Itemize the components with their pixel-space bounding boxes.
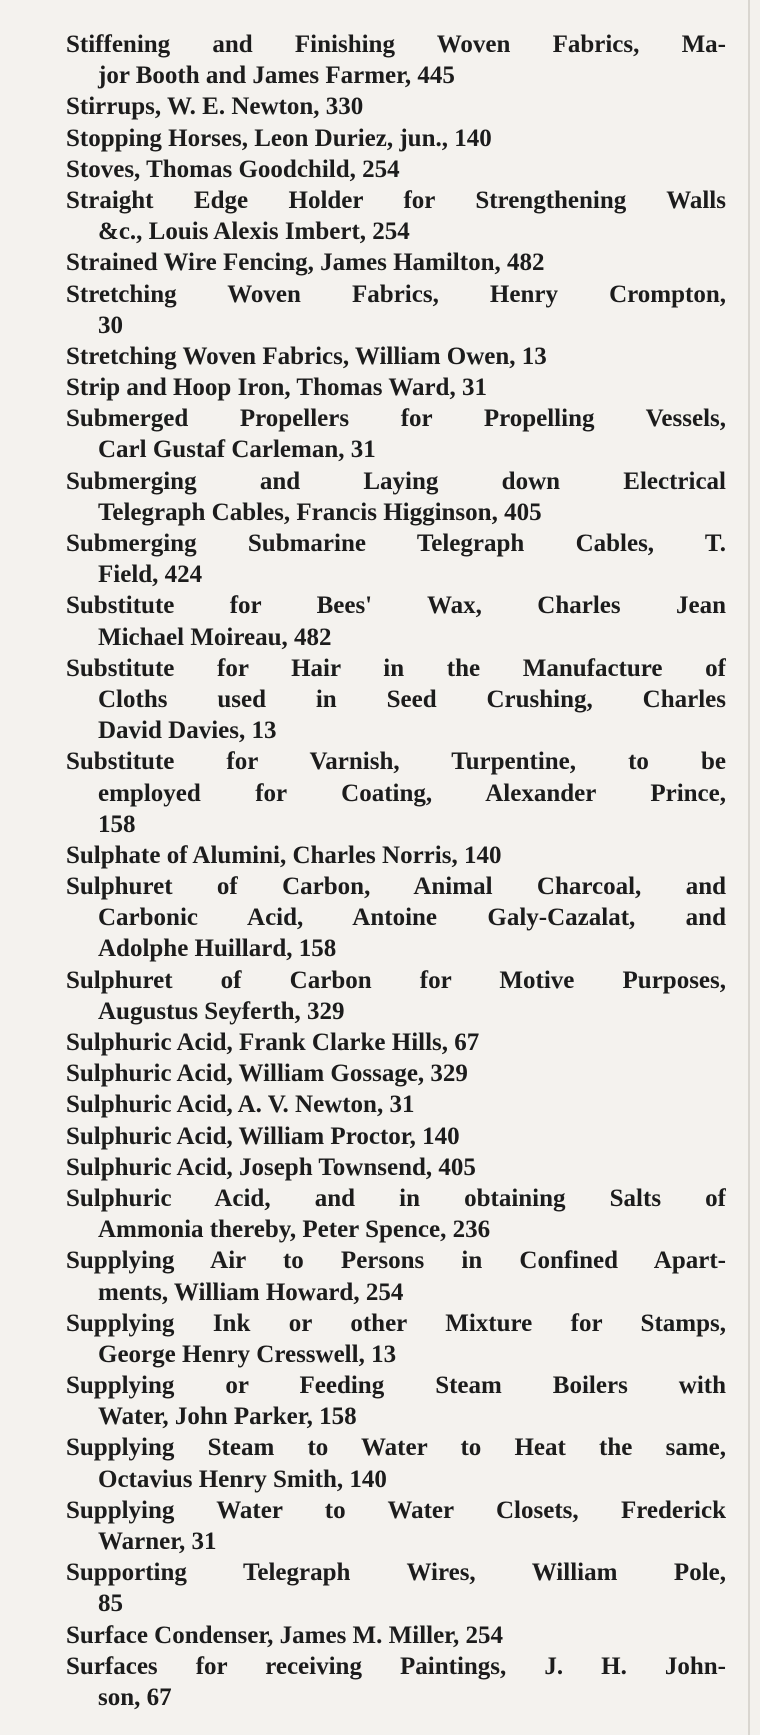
index-column bbox=[66, 29, 726, 1713]
index-entry bbox=[66, 1027, 726, 1058]
entry-first-line: Supplying or Feeding Steam Boilers with bbox=[66, 1372, 726, 1400]
index-entry bbox=[66, 1245, 726, 1307]
index-entry bbox=[66, 590, 726, 652]
entry-first-line: Supplying Ink or other Mixture for Stamps, bbox=[66, 1309, 726, 1337]
index-entry bbox=[66, 1058, 726, 1089]
index-entry bbox=[66, 91, 726, 122]
entry-first-line: Straight Edge Holder for Strengthening Walls bbox=[66, 186, 726, 214]
index-entry bbox=[66, 29, 726, 91]
entry-continuation-line: ments, William Howard, 254 bbox=[98, 1278, 404, 1306]
entry-first-line: Supporting Telegraph Wires, William Pole, bbox=[66, 1559, 726, 1587]
entry-first-line: Strip and Hoop Iron, Thomas Ward, 31 bbox=[66, 374, 487, 402]
index-entry bbox=[66, 1620, 726, 1651]
index-entry bbox=[66, 1432, 726, 1494]
index-entry bbox=[66, 1495, 726, 1557]
entry-first-line: Supplying Air to Persons in Confined Apart- bbox=[66, 1247, 726, 1275]
entry-first-line: Sulphuric Acid, William Proctor, 140 bbox=[66, 1122, 460, 1150]
entry-continuation-line: Field, 424 bbox=[98, 561, 203, 589]
index-entry bbox=[66, 965, 726, 1027]
entry-continuation-line: 30 bbox=[98, 311, 123, 339]
index-entry bbox=[66, 1308, 726, 1370]
entry-continuation-line: Ammonia thereby, Peter Spence, 236 bbox=[98, 1216, 491, 1244]
entry-first-line: Submerged Propellers for Propelling Vessels, bbox=[66, 405, 726, 433]
index-entry bbox=[66, 466, 726, 528]
index-entry bbox=[66, 1370, 726, 1432]
entry-first-line: Sulphuric Acid, Joseph Townsend, 405 bbox=[66, 1153, 476, 1181]
index-entry bbox=[66, 185, 726, 247]
entry-continuation-line: Telegraph Cables, Francis Higginson, 405 bbox=[98, 498, 542, 526]
entry-continuation-line: Carl Gustaf Carleman, 31 bbox=[98, 436, 376, 464]
entry-continuation-line: George Henry Cresswell, 13 bbox=[98, 1340, 397, 1368]
entry-continuation-line: Water, John Parker, 158 bbox=[98, 1403, 357, 1431]
index-entry bbox=[66, 403, 726, 465]
entry-first-line: Supplying Water to Water Closets, Frederick bbox=[66, 1496, 726, 1524]
index-entry bbox=[66, 247, 726, 278]
entry-first-line: Substitute for Hair in the Manufacture of bbox=[66, 654, 726, 682]
entry-continuation-line: Cloths used in Seed Crushing, Charles bbox=[98, 685, 726, 713]
entry-first-line: Submerging and Laying down Electrical bbox=[66, 467, 726, 495]
index-entry bbox=[66, 123, 726, 154]
index-entry bbox=[66, 653, 726, 747]
entry-continuation-line: &c., Louis Alexis Imbert, 254 bbox=[98, 218, 410, 246]
entry-first-line: Surface Condenser, James M. Miller, 254 bbox=[66, 1621, 503, 1649]
entry-continuation-line: Carbonic Acid, Antoine Galy-Cazalat, and bbox=[98, 904, 726, 932]
entry-first-line: Sulphuric Acid, and in obtaining Salts of bbox=[66, 1184, 726, 1212]
index-entry bbox=[66, 154, 726, 185]
entry-continuation-line: employed for Coating, Alexander Prince, bbox=[98, 779, 726, 807]
entry-first-line: Stoves, Thomas Goodchild, 254 bbox=[66, 155, 400, 183]
index-entry bbox=[66, 840, 726, 871]
index-entry bbox=[66, 871, 726, 965]
entry-first-line: Sulphuric Acid, A. V. Newton, 31 bbox=[66, 1091, 415, 1119]
index-entry bbox=[66, 1121, 726, 1152]
entry-continuation-line: Michael Moireau, 482 bbox=[98, 623, 332, 651]
entry-continuation-line: jor Booth and James Farmer, 445 bbox=[98, 62, 455, 90]
entry-first-line: Sulphuric Acid, Frank Clarke Hills, 67 bbox=[66, 1029, 480, 1056]
entry-first-line: Substitute for Varnish, Turpentine, to be bbox=[66, 748, 726, 776]
index-entry bbox=[66, 1183, 726, 1245]
entry-first-line: Stopping Horses, Leon Duriez, jun., 140 bbox=[66, 124, 492, 152]
entry-first-line: Substitute for Bees' Wax, Charles Jean bbox=[66, 592, 726, 620]
entry-first-line: Surfaces for receiving Paintings, J. H. John- bbox=[66, 1652, 726, 1680]
index-entry bbox=[66, 1557, 726, 1619]
entry-first-line: Supplying Steam to Water to Heat the same, bbox=[66, 1434, 726, 1462]
entry-first-line: Sulphuric Acid, William Gossage, 329 bbox=[66, 1060, 468, 1088]
entry-first-line: Submerging Submarine Telegraph Cables, T. bbox=[66, 530, 726, 557]
index-entry bbox=[66, 341, 726, 372]
entry-continuation-line: Augustus Seyferth, 329 bbox=[98, 997, 345, 1025]
entry-continuation-line: Adolphe Huillard, 158 bbox=[98, 935, 337, 963]
entry-continuation-line: 85 bbox=[98, 1590, 123, 1618]
index-entry bbox=[66, 1651, 726, 1713]
entry-first-line: Strained Wire Fencing, James Hamilton, 482 bbox=[66, 249, 545, 277]
entry-first-line: Sulphate of Alumini, Charles Norris, 140 bbox=[66, 841, 502, 869]
entry-continuation-line: Warner, 31 bbox=[98, 1528, 217, 1555]
entry-first-line: Stretching Woven Fabrics, Henry Crompton, bbox=[66, 280, 726, 308]
index-entry bbox=[66, 279, 726, 341]
index-entry bbox=[66, 746, 726, 840]
entry-first-line: Sulphuret of Carbon for Motive Purposes, bbox=[66, 966, 726, 994]
entry-continuation-line: Octavius Henry Smith, 140 bbox=[98, 1465, 387, 1493]
index-entry bbox=[66, 372, 726, 403]
entry-first-line: Stiffening and Finishing Woven Fabrics, Ma- bbox=[66, 31, 726, 58]
entry-continuation-line: David Davies, 13 bbox=[98, 717, 277, 745]
entry-first-line: Stretching Woven Fabrics, William Owen, 13 bbox=[66, 342, 547, 370]
index-entry bbox=[66, 1152, 726, 1183]
entry-first-line: Sulphuret of Carbon, Animal Charcoal, and bbox=[66, 873, 726, 901]
index-entry bbox=[66, 528, 726, 590]
entry-continuation-line: son, 67 bbox=[98, 1683, 172, 1711]
index-entry bbox=[66, 1089, 726, 1120]
entry-first-line: Stirrups, W. E. Newton, 330 bbox=[66, 93, 364, 121]
entry-continuation-line: 158 bbox=[98, 810, 136, 838]
